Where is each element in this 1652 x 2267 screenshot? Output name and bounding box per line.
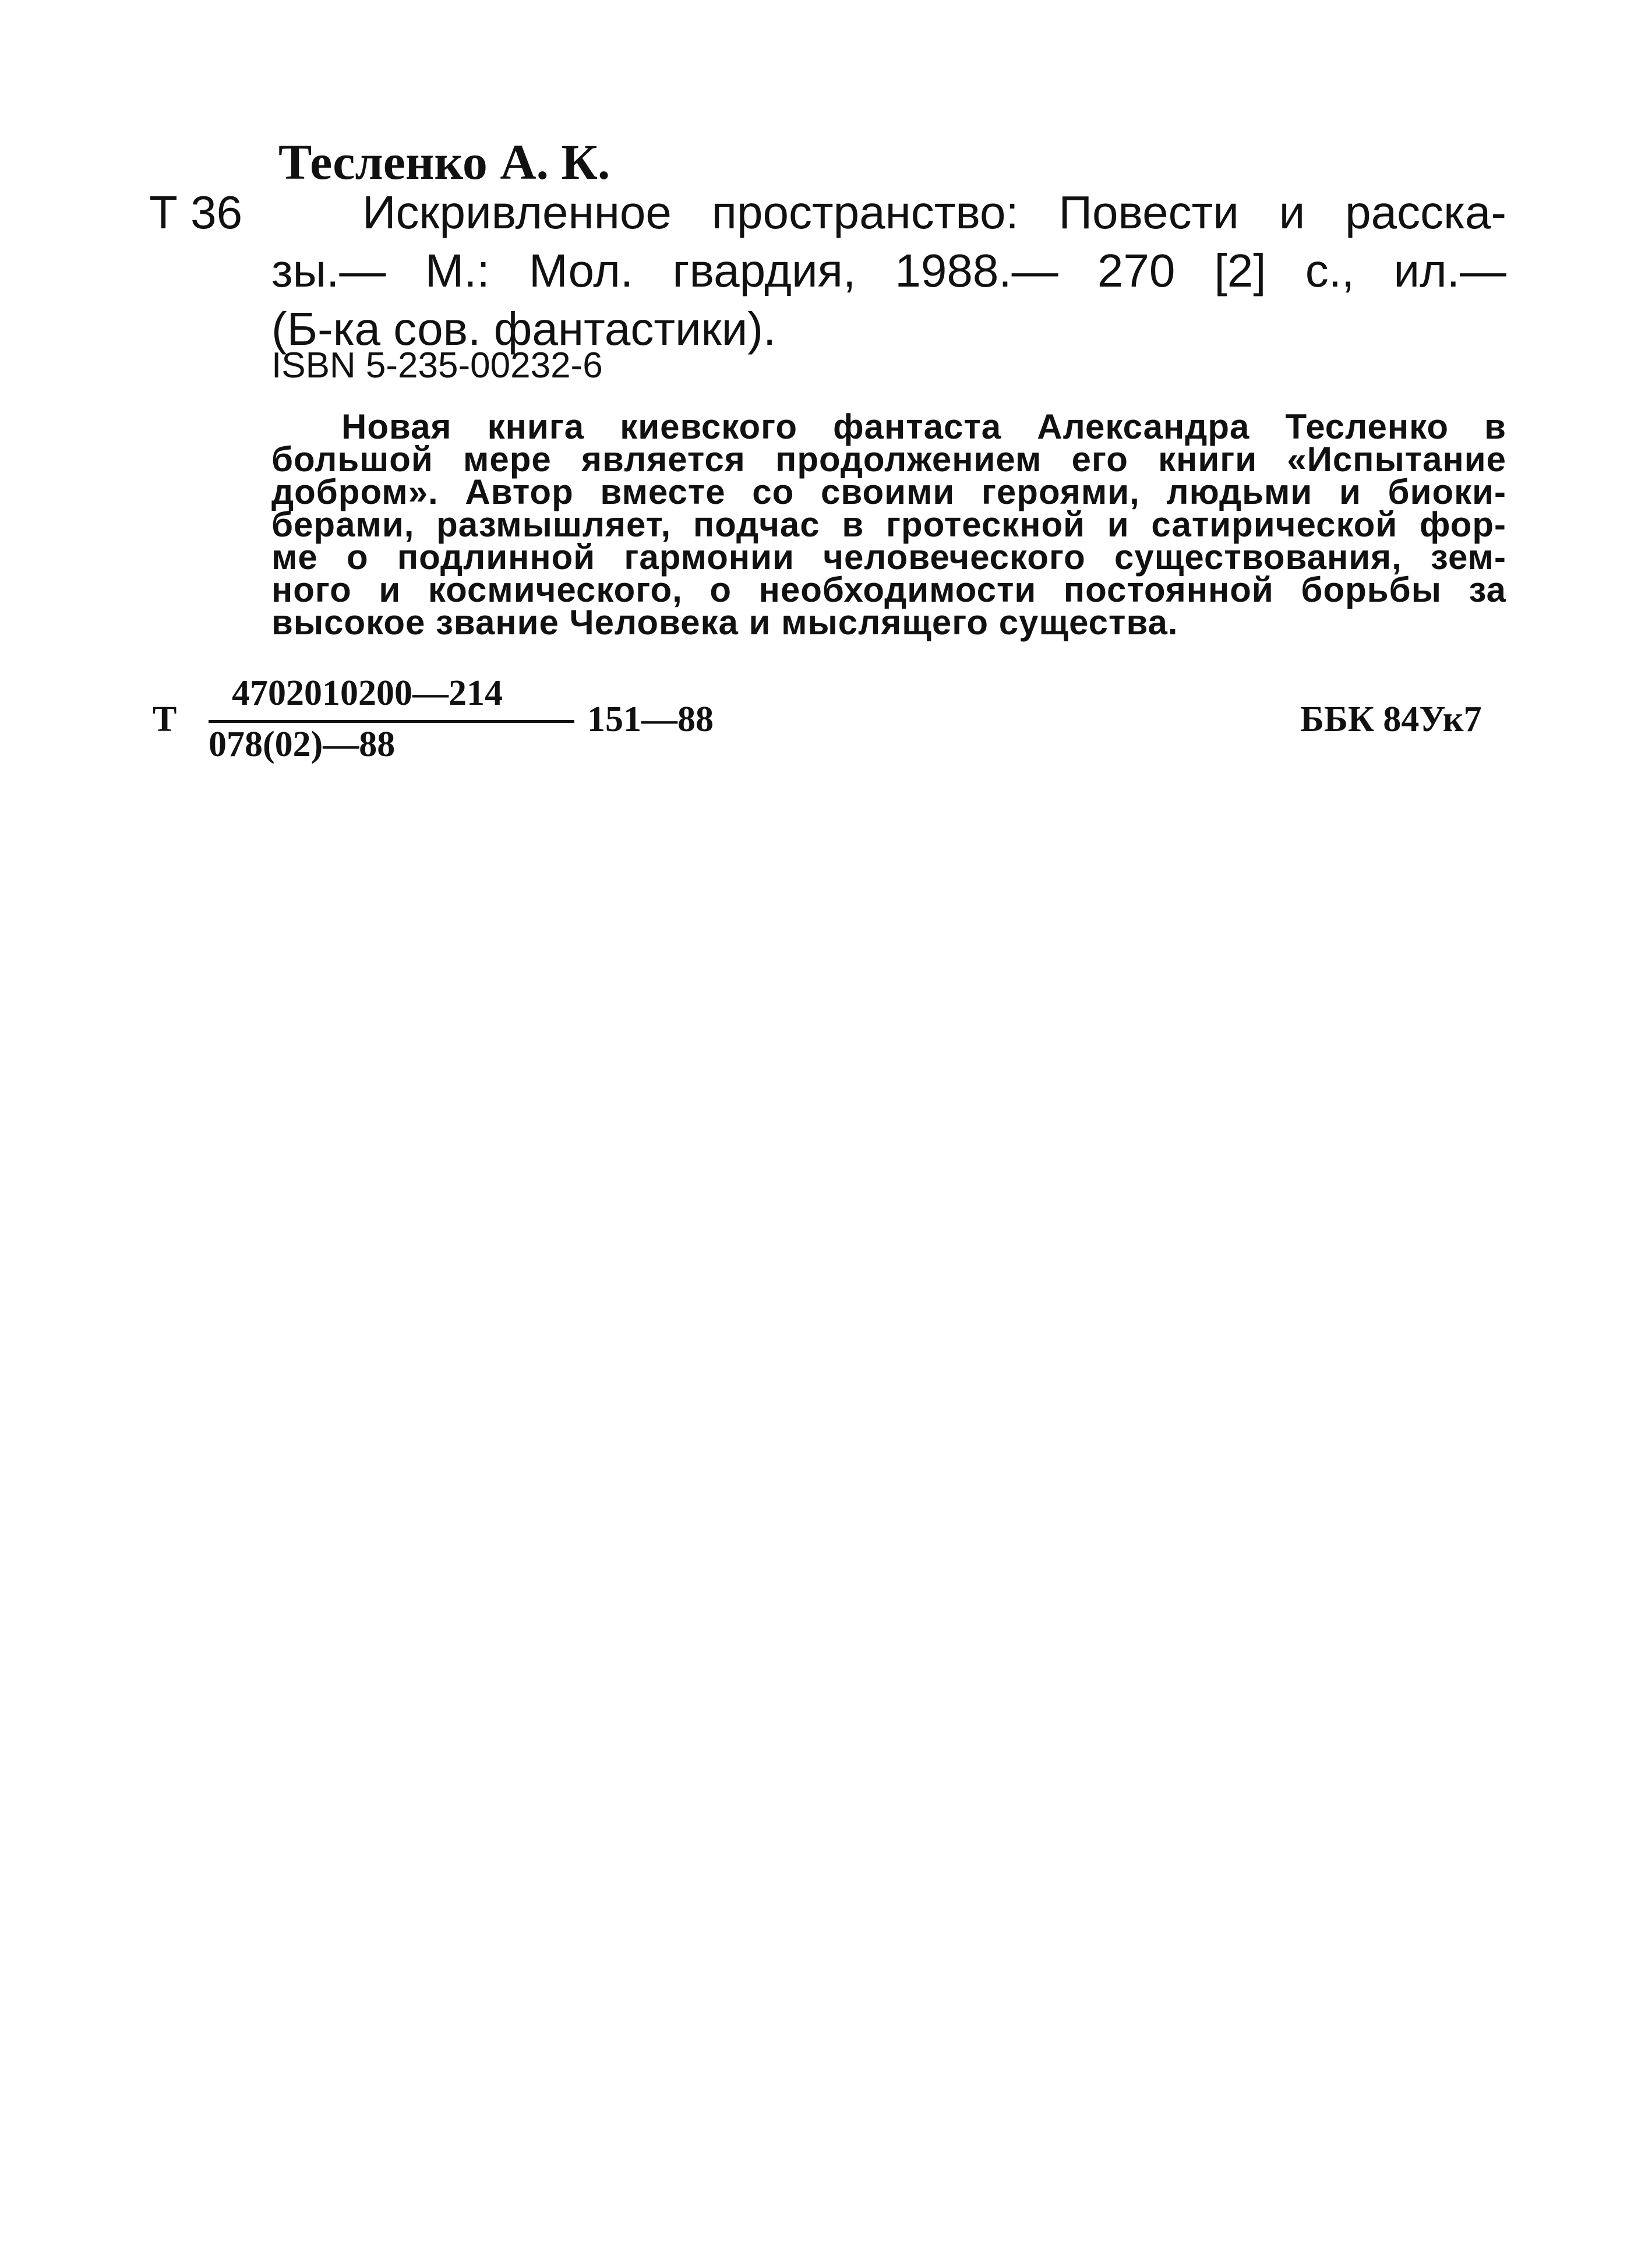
author-heading: Тесленко А. К. — [278, 134, 610, 190]
entry-line: (Б-ка сов. фантастики). — [271, 303, 776, 355]
annotation-line: ного и космического, о необходимости постоянной борьбы за — [271, 570, 1506, 609]
classification-tail: 151—88 — [587, 700, 714, 739]
isbn: ISBN 5-235-00232-6 — [271, 345, 603, 386]
annotation-line: добром». Автор вместе со своими героями, людьми и биоки- — [271, 472, 1506, 511]
annotation-line: берами, размышляет, подчас в гротескной и сатирической фор- — [271, 505, 1506, 544]
classification-letter: Т — [153, 700, 177, 739]
bbk-code: ББК 84Ук7 — [1300, 700, 1482, 739]
author-index: Т 36 — [149, 186, 243, 238]
annotation-paragraph — [271, 407, 1506, 642]
entry-line: Искривленное пространство: Повести и расска- — [362, 186, 1506, 238]
classification-denominator: 078(02)—88 — [209, 725, 396, 764]
entry-line: зы.— М.: Мол. гвардия, 1988.— 270 [2] с., ил.— — [271, 245, 1506, 296]
annotation-line: ме о подлинной гармонии человеческого существования, зем- — [271, 538, 1506, 577]
classification-numerator: 4702010200—214 — [232, 673, 503, 713]
annotation-line: большой мере является продолжением его книги «Испытание — [271, 440, 1506, 479]
annotation-line: Новая книга киевского фантаста Александра Тесленко в — [341, 407, 1506, 446]
bibliographic-entry — [271, 183, 1506, 358]
annotation-line: высокое звание Человека и мыслящего существа. — [271, 603, 1178, 642]
